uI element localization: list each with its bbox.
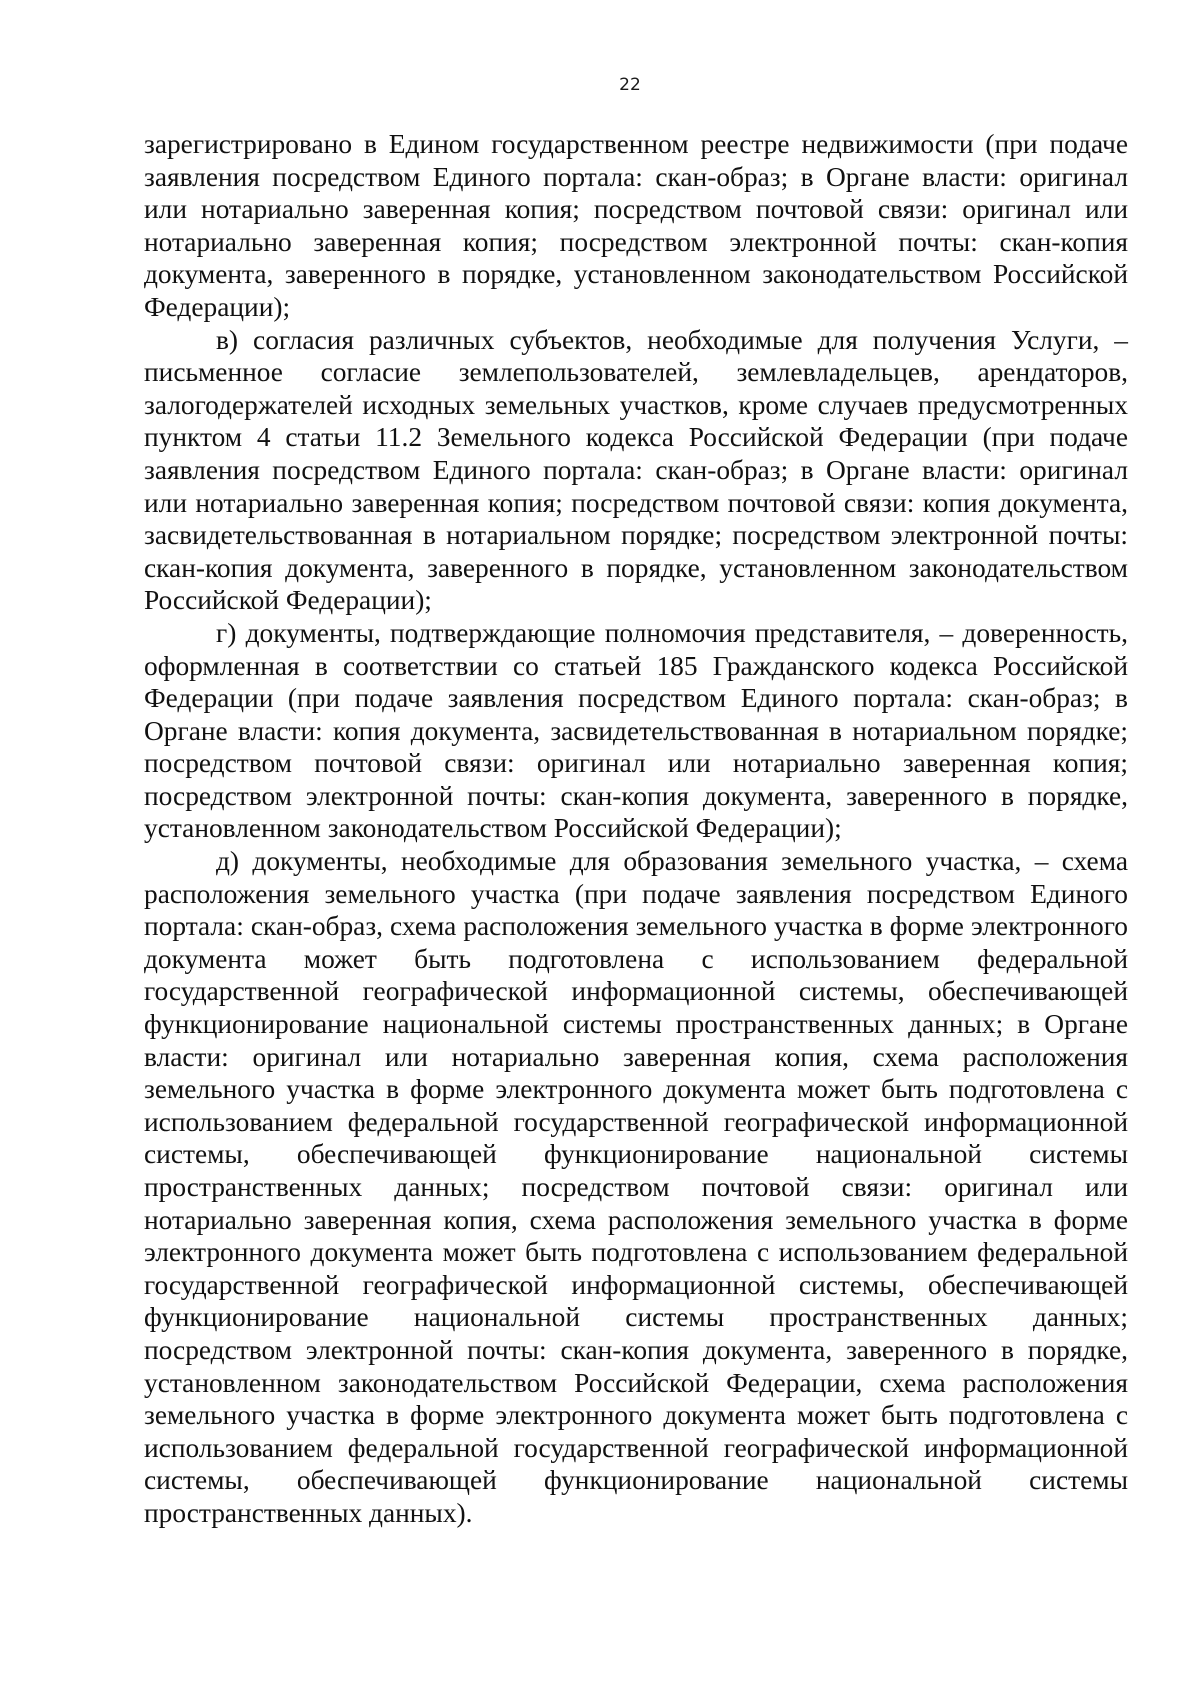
paragraph-item-d: д) документы, необходимые для образования земельного участка, – схема расположения земельного участка (при подаче заявления посредством Единого портала: скан-образ, схема расположения земельного участка в форме электронного документа может быть подготовлена с использованием федеральной государственной географической информационной системы, обеспечивающей функционирование национальной системы пространственных данных; в Органе власти: оригинал или нотариально заверенная копия, схема расположения земельного участка в форме электронного документа может быть подготовлена с использованием федеральной государственной географической информационной системы, обеспечивающей функционирование национальной системы пространственных данных; посредством почтовой связи: оригинал или нотариально заверенная копия, схема расположения земельного участка в форме электронного документа может быть подготовлена с использованием федеральной государственной географической информационной системы, обеспечивающей функционирование национальной системы пространственных данных; посредством электронной почты: скан-копия документа, заверенного в порядке, установленном законодательством Российской Федерации, схема расположения земельного участка в форме электронного документа может быть подготовлена с использованием федеральной государственной географической информационной системы, обеспечивающей функционирование национальной системы пространственных данных). <box>144 846 1128 1528</box>
paragraph-item-g: г) документы, подтверждающие полномочия представителя, – доверенность, оформленная в соответствии со статьей 185 Гражданского кодекса Российской Федерации (при подаче заявления посредством Единого портала: скан-образ; в Органе власти: копия документа, засвидетельствованная в нотариальном порядке; посредством почтовой связи: оригинал или нотариально заверенная копия; посредством электронной почты: скан-копия документа, заверенного в порядке, установленном законодательством Российской Федерации); <box>144 617 1128 844</box>
paragraph-continuation: зарегистрировано в Едином государственном реестре недвижимости (при подаче заявления посредством Единого портала: скан-образ; в Органе власти: оригинал или нотариально заверенная копия; посредством почтовой связи: оригинал или нотариально заверенная копия; посредством электронной почты: скан-копия документа, заверенного в порядке, установленном законодательством Российской Федерации); <box>144 129 1128 322</box>
paragraph-item-v: в) согласия различных субъектов, необходимые для получения Услуги, – письменное согласие землепользователей, землевладельцев, арендаторов, залогодержателей исходных земельных участков, кроме случаев предусмотренных пунктом 4 статьи 11.2 Земельного кодекса Российской Федерации (при подаче заявления посредством Единого портала: скан-образ; в Органе власти: оригинал или нотариально заверенная копия; посредством почтовой связи: копия документа, засвидетельствованная в нотариальном порядке; посредством электронной почты: скан-копия документа, заверенного в порядке, установленном законодательством Российской Федерации); <box>144 324 1128 616</box>
page-number: 22 <box>619 75 641 95</box>
document-body <box>144 128 1128 1530</box>
